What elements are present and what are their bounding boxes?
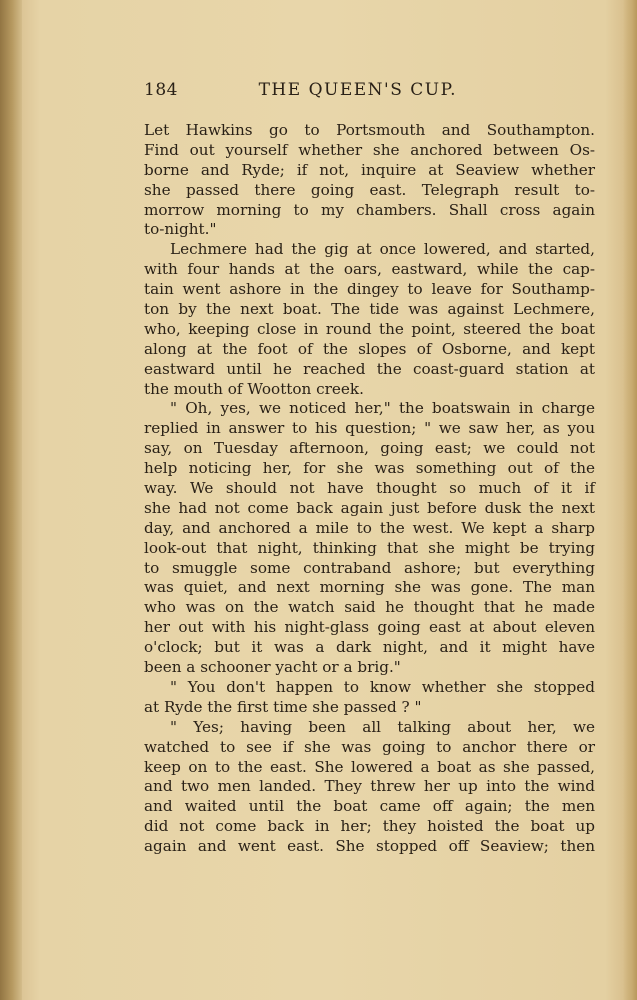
text-line: with four hands at the oars, eastward, while the cap- xyxy=(144,260,595,279)
text-line: to smuggle some contraband ashore; but everything xyxy=(144,558,595,577)
text-line: who was on the watch said he thought that he made xyxy=(144,598,595,617)
text-line: eastward until he reached the coast-guard station at xyxy=(144,359,595,378)
text-line: borne and Ryde; if not, inquire at Seaview whether xyxy=(144,160,595,179)
body-text xyxy=(144,121,595,857)
text-line: her out with his night-glass going east at about eleven xyxy=(144,618,595,637)
text-line: and waited until the boat came off again; the men xyxy=(144,797,595,816)
text-line: " Yes; having been all talking about her, we xyxy=(170,717,595,736)
text-line: look-out that night, thinking that she might be trying xyxy=(144,538,595,557)
text-line: ton by the next boat. The tide was against Lechmere, xyxy=(144,300,595,319)
text-line: along at the foot of the slopes of Osborne, and kept xyxy=(144,339,595,358)
text-line: morrow morning to my chambers. Shall cross again xyxy=(144,200,595,219)
text-line: been a schooner yacht or a brig." xyxy=(144,658,401,677)
text-line: the mouth of Wootton creek. xyxy=(144,379,364,398)
page-edge xyxy=(623,0,637,1000)
text-line: Lechmere had the gig at once lowered, and started, xyxy=(170,240,595,259)
text-line: did not come back in her; they hoisted the boat up xyxy=(144,817,595,836)
running-title: THE QUEEN'S CUP. xyxy=(258,80,457,100)
text-line: day, and anchored a mile to the west. We kept a sharp xyxy=(144,518,595,537)
text-line: " You don't happen to know whether she stopped xyxy=(170,677,595,696)
text-line: o'clock; but it was a dark night, and it might have xyxy=(144,638,595,657)
text-line: keep on to the east. She lowered a boat as she passed, xyxy=(144,757,595,776)
text-line: replied in answer to his question; " we saw her, as you xyxy=(144,419,595,438)
text-line: to-night." xyxy=(144,220,217,239)
text-line: help noticing her, for she was something out of the xyxy=(144,459,595,478)
running-header xyxy=(144,80,457,104)
text-line: Let Hawkins go to Portsmouth and Southampton. xyxy=(144,121,595,139)
text-line: she passed there going east. Telegraph result to- xyxy=(144,180,595,199)
text-line: and two men landed. They threw her up into the wind xyxy=(144,777,595,796)
text-line: she had not come back again just before dusk the next xyxy=(144,498,595,517)
text-line: watched to see if she was going to anchor there or xyxy=(144,737,595,756)
page-number: 184 xyxy=(144,80,178,100)
text-line: way. We should not have thought so much of it if xyxy=(144,479,595,498)
text-line: tain went ashore in the dingey to leave for Southamp- xyxy=(144,280,595,299)
text-line: was quiet, and next morning she was gone. The man xyxy=(144,578,595,597)
binding-gutter xyxy=(0,0,22,1000)
text-line: " Oh, yes, we noticed her," the boatswain in charge xyxy=(170,399,595,418)
text-line: say, on Tuesday afternoon, going east; we could not xyxy=(144,439,595,458)
text-line: who, keeping close in round the point, steered the boat xyxy=(144,319,595,338)
text-line: Find out yourself whether she anchored between Os- xyxy=(144,140,595,159)
text-line: again and went east. She stopped off Seaview; then xyxy=(144,837,595,856)
text-line: at Ryde the first time she passed ? " xyxy=(144,697,422,716)
